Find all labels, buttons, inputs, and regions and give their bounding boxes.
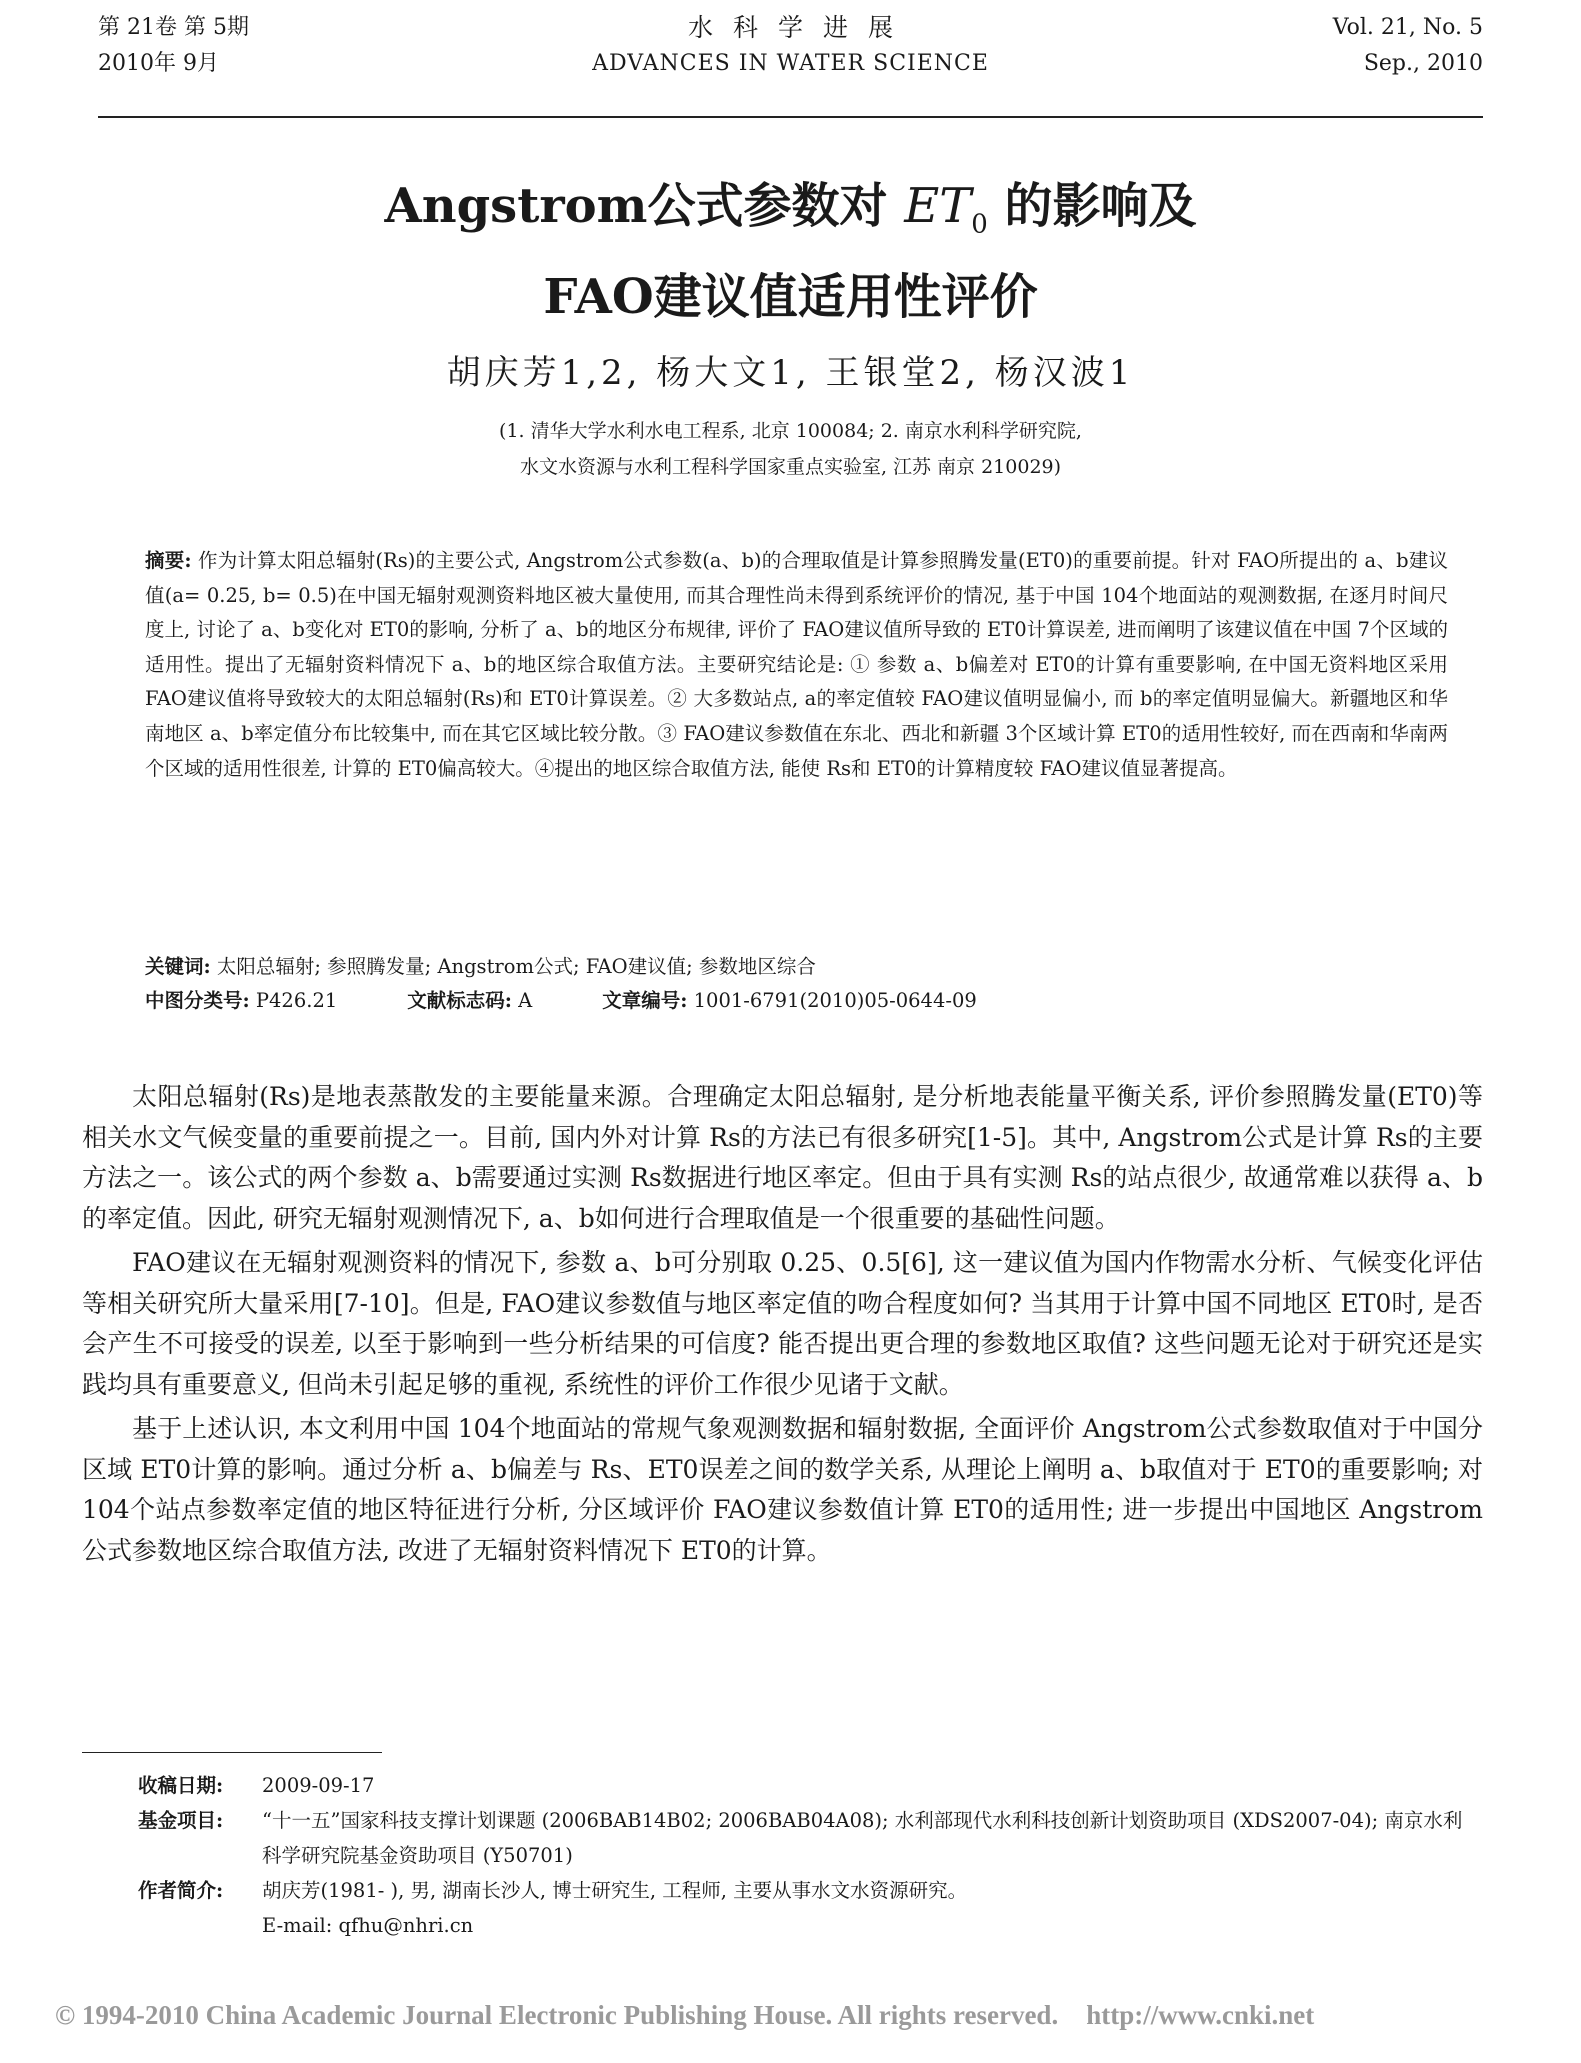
article-meta bbox=[145, 950, 1448, 1018]
footnotes bbox=[138, 1768, 1471, 1943]
title-et: ET bbox=[904, 178, 972, 234]
received-value: 2009-09-17 bbox=[262, 1774, 375, 1797]
journal-title-cn: 水科学进展 bbox=[687, 13, 913, 42]
author-bio-value: 胡庆芳(1981- ), 男, 湖南长沙人, 博士研究生, 工程师, 主要从事水文水资源研究。 bbox=[262, 1879, 968, 1902]
header-right bbox=[1333, 10, 1483, 82]
received-date-row bbox=[138, 1768, 1471, 1803]
affiliation-line2: 水文水资源与水利工程科学国家重点实验室, 江苏 南京 210029) bbox=[519, 455, 1062, 478]
cnki-link[interactable]: http://www.cnki.net bbox=[1086, 2000, 1315, 2030]
article-title-line1 bbox=[140, 170, 1441, 261]
body-paragraph-2: FAO建议在无辐射观测资料的情况下, 参数 a、b可分别取 0.25、0.5[6], 这一建议值为国内作物需水分析、气候变化评估等相关研究所大量采用[7-10]。但是, FAO建议参数值与地区率定值的吻合程度如何? 当其用于计算中国不同地区 ET0时, 是否会产生不可接受的误差, 以至于影响到一些分析结果的可信度? 能否提出更合理的参数地区取值? 这些问题无论对于研究还是实践均具有重要意义, 但尚未引起足够的重视, 系统性的评价工作很少见诸于文献。 bbox=[82, 1248, 1483, 1399]
abstract-label: 摘要: bbox=[145, 549, 192, 572]
author-bio-row bbox=[138, 1873, 1471, 1943]
body-paragraph-3: 基于上述认识, 本文利用中国 104个地面站的常规气象观测数据和辐射数据, 全面评价 Angstrom公式参数取值对于中国分区域 ET0计算的影响。通过分析 a、b偏差与 Rs、ET0误差之间的数学关系, 从理论上阐明 a、b取值对于 ET0的重要影响; 对 104个站点参数率定值的地区特征进行分析, 分区域评价 FAO建议参数值计算 ET0的适用性; 进一步提出中国地区 Angstrom公式参数地区综合取值方法, 改进了无辐射资料情况下 ET0的计算。 bbox=[82, 1414, 1483, 1565]
article-number-value: 1001-6791(2010)05-0644-09 bbox=[687, 989, 977, 1012]
copyright-text: © 1994-2010 China Academic Journal Electronic Publishing House. All rights reserved. bbox=[55, 2000, 1059, 2030]
journal-title-en: ADVANCES IN WATER SCIENCE bbox=[592, 51, 989, 76]
copyright-footer bbox=[55, 2000, 1314, 2031]
article-title-line2: FAO建议值适用性评价 bbox=[543, 268, 1038, 325]
affiliation-line1: (1. 清华大学水利水电工程系, 北京 100084; 2. 南京水利科学研究院, bbox=[499, 419, 1082, 442]
running-header bbox=[98, 2, 1483, 118]
body-paragraph-1: 太阳总辐射(Rs)是地表蒸散发的主要能量来源。合理确定太阳总辐射, 是分析地表能量平衡关系, 评价参照腾发量(ET0)等相关水文气候变量的重要前提之一。目前, 国内外对计算 Rs的方法已有很多研究[1-5]。其中, Angstrom公式是计算 Rs的主要方法之一。该公式的两个参数 a、b需要通过实测 Rs数据进行地区率定。但由于具有实测 Rs的站点很少, 故通常难以获得 a、b的率定值。因此, 研究无辐射观测情况下, a、b如何进行合理取值是一个很重要的基础性问题。 bbox=[82, 1082, 1483, 1233]
author-bio-label: 作者简介: bbox=[138, 1879, 224, 1902]
author-list: 胡庆芳1,2, 杨大文1, 王银堂2, 杨汉波1 bbox=[446, 352, 1135, 393]
affiliations bbox=[140, 413, 1441, 485]
date-en: Sep., 2010 bbox=[1363, 51, 1483, 76]
abstract-text: 作为计算太阳总辐射(Rs)的主要公式, Angstrom公式参数(a、b)的合理取值是计算参照腾发量(ET0)的重要前提。针对 FAO所提出的 a、b建议值(a= 0.25, b= 0.5)在中国无辐射观测资料地区被大量使用, 而其合理性尚未得到系统评价的情况, 基于中国 104个地面站的观测数据, 在逐月时间尺度上, 讨论了 a、b变化对 ET0的影响, 分析了 a、b的地区分布规律, 评价了 FAO建议值所导致的 ET0计算误差, 进而阐明了该建议值在中国 7个区域的适用性。提出了无辐射资料情况下 a、b的地区综合取值方法。主要研究结论是: ① 参数 a、b偏差对 ET0的计算有重要影响, 在中国无资料地区采用 FAO建议值将导致较大的太阳总辐射(Rs)和 ET0计算误差。② 大多数站点, a的率定值较 FAO建议值明显偏小, 而 b的率定值明显偏大。新疆地区和华南地区 a、b率定值分布比较集中, 而在其它区域比较分散。③ FAO建议参数值在东北、西北和新疆 3个区域计算 ET0的适用性较好, 而在西南和华南两个区域的适用性很差, 计算的 ET0偏高较大。④提出的地区综合取值方法, 能使 Rs和 ET0的计算精度较 FAO建议值显著提高。 bbox=[145, 549, 1448, 780]
doc-code-label: 文献标志码: bbox=[407, 989, 512, 1012]
author-email[interactable]: E-mail: qfhu@nhri.cn bbox=[262, 1914, 474, 1937]
doc-code-value: A bbox=[511, 989, 533, 1012]
title-part-a: Angstrom公式参数对 bbox=[384, 178, 905, 234]
keywords-label: 关键词: bbox=[145, 955, 211, 978]
body-text bbox=[82, 1077, 1483, 1571]
volume-cn: 第 21卷 第 5期 bbox=[98, 15, 249, 40]
fund-row bbox=[138, 1803, 1471, 1873]
date-cn: 2010年 9月 bbox=[98, 51, 219, 76]
article-number-label: 文章编号: bbox=[602, 989, 688, 1012]
volume-en: Vol. 21, No. 5 bbox=[1332, 15, 1483, 40]
fund-label: 基金项目: bbox=[138, 1809, 224, 1832]
keywords-line bbox=[145, 950, 1448, 984]
title-block bbox=[140, 170, 1441, 485]
title-part-b: 的影响及 bbox=[987, 178, 1197, 234]
footnote-rule bbox=[82, 1752, 382, 1753]
keywords-text: 太阳总辐射; 参照腾发量; Angstrom公式; FAO建议值; 参数地区综合 bbox=[210, 955, 816, 978]
header-center bbox=[98, 10, 1483, 82]
received-label: 收稿日期: bbox=[138, 1774, 224, 1797]
clc-label: 中图分类号: bbox=[145, 989, 250, 1012]
clc-value: P426.21 bbox=[249, 989, 338, 1012]
title-et-subscript: 0 bbox=[971, 209, 988, 240]
classification-line bbox=[145, 984, 1448, 1018]
header-rule bbox=[98, 116, 1483, 118]
fund-value: “十一五”国家科技支撑计划课题 (2006BAB14B02; 2006BAB04A08); 水利部现代水利科技创新计划资助项目 (XDS2007-04); 南京水利科学研究院基金资助项目 (Y50701) bbox=[262, 1809, 1463, 1867]
abstract bbox=[145, 544, 1448, 786]
